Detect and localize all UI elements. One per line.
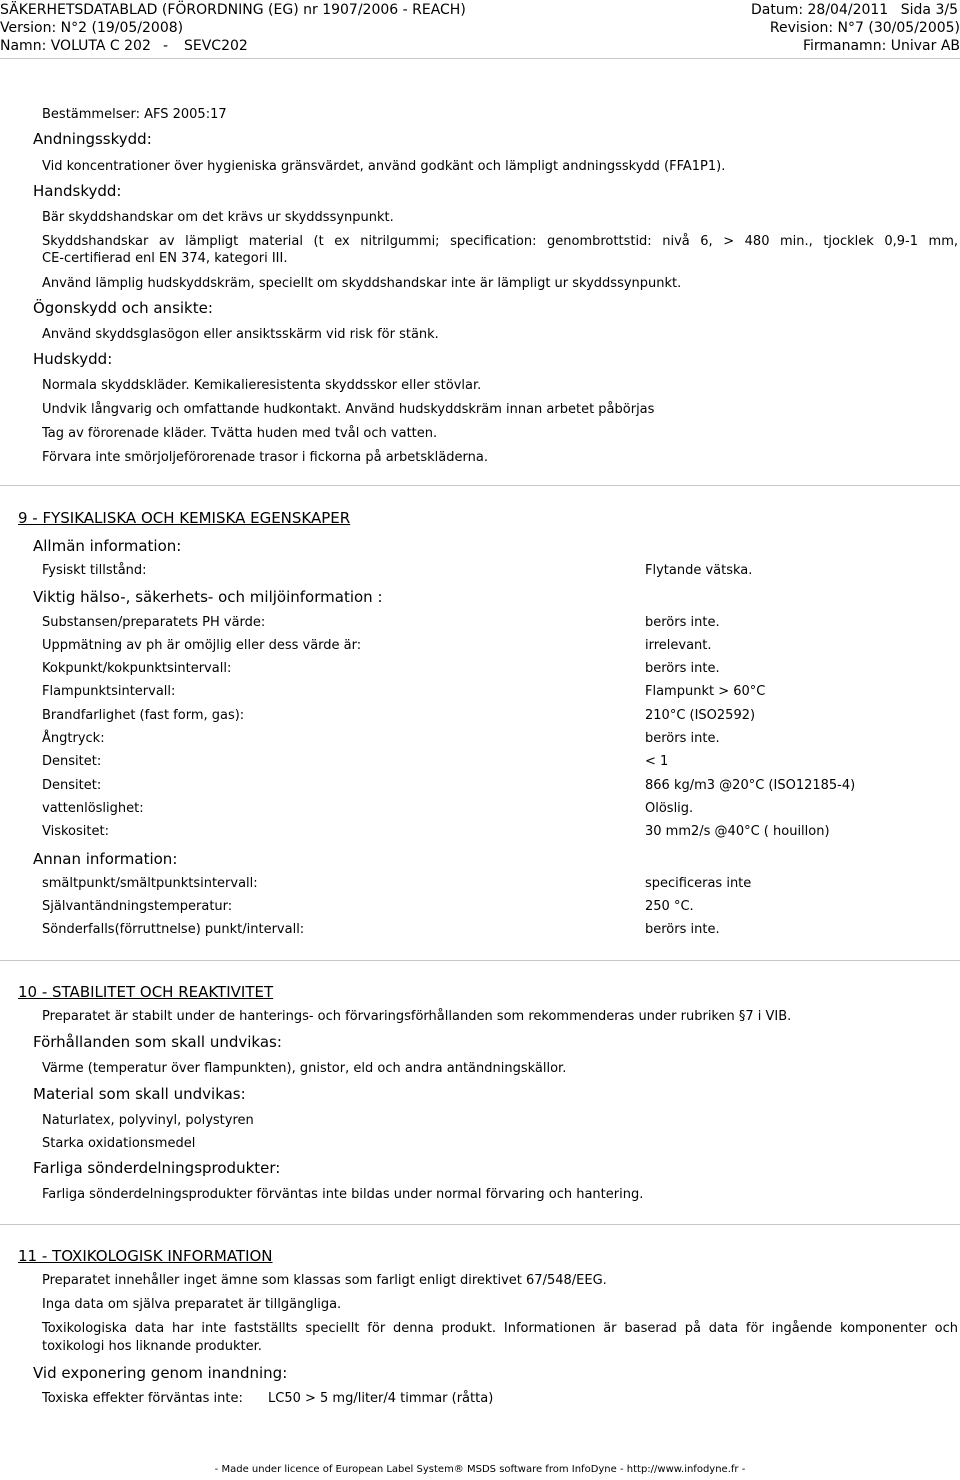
inhalation-title: Vid exponering genom inandning:: [33, 1364, 288, 1382]
property-value: irrelevant.: [645, 638, 712, 653]
property-value: 250 °C.: [645, 899, 694, 914]
property-label: Densitet:: [42, 754, 102, 769]
header-row-3: [0, 36, 960, 56]
doc-version: Version: N°2 (19/05/2008): [0, 20, 184, 36]
property-label: Viskositet:: [42, 824, 109, 839]
property-value: berörs inte.: [645, 661, 720, 676]
avoid-materials-line-1: Naturlatex, polyvinyl, polystyren: [42, 1113, 254, 1128]
decomposition-title: Farliga sönderdelningsprodukter:: [33, 1159, 281, 1177]
page-footer: - Made under licence of European Label System® MSDS software from InfoDyne - http://www.infodyne.fr -: [214, 1464, 746, 1475]
physical-state-value: Flytande vätska.: [645, 563, 753, 578]
stability-intro: Preparatet är stabilt under de hanterings- och förvaringsförhållanden som rekommenderas under rubriken §7 i VIB.: [42, 1009, 792, 1024]
general-info-title: Allmän information:: [33, 537, 182, 555]
hand-protection-line-1: Bär skyddshandskar om det krävs ur skyddssynpunkt.: [42, 210, 394, 225]
property-value: specificeras inte: [645, 876, 752, 891]
avoid-conditions-text: Värme (temperatur över flampunkten), gnistor, eld och andra antändningskällor.: [42, 1061, 567, 1076]
section-divider: [0, 485, 960, 486]
toxicology-line-2: Inga data om själva preparatet är tillgängliga.: [42, 1297, 342, 1312]
skin-protection-title: Hudskydd:: [33, 350, 113, 368]
section-divider: [0, 1224, 960, 1225]
inhalation-value: LC50 > 5 mg/liter/4 timmar (råtta): [268, 1391, 494, 1406]
property-label: smältpunkt/smältpunktsintervall:: [42, 876, 258, 891]
property-label: Självantändningstemperatur:: [42, 899, 233, 914]
property-value: berörs inte.: [645, 731, 720, 746]
property-value: 866 kg/m3 @20°C (ISO12185-4): [645, 778, 856, 793]
toxicology-line-3: Toxikologiska data har inte fastställts speciellt för denna produkt. Informationen är baserad på data för ingående komponenter och: [42, 1321, 958, 1336]
hand-protection-title: Handskydd:: [33, 182, 122, 200]
header-row-2: [0, 18, 960, 38]
property-label: vattenlöslighet:: [42, 801, 144, 816]
eye-protection-text: Använd skyddsglasögon eller ansiktsskärm vid risk för stänk.: [42, 327, 439, 342]
section-10-title: 10 - STABILITET OCH REAKTIVITET: [18, 983, 274, 1001]
decomposition-text: Farliga sönderdelningsprodukter förväntas inte bildas under normal förvaring och hantering.: [42, 1187, 644, 1202]
page-number: Sida 3/5: [900, 2, 958, 18]
hand-protection-line-2: Skyddshandskar av lämpligt material (t ex nitrilgummi; specification: genombrottstid: nivå 6, > 480 min., tjocklek 0,9-1 mm,: [42, 234, 958, 249]
document-header: [0, 0, 960, 59]
property-value: Olöslig.: [645, 801, 694, 816]
inhalation-label: Toxiska effekter förväntas inte:: [42, 1391, 243, 1406]
property-label: Flampunktsintervall:: [42, 684, 176, 699]
section-9-title: 9 - FYSIKALISKA OCH KEMISKA EGENSKAPER: [18, 509, 351, 527]
doc-revision: Revision: N°7 (30/05/2005): [769, 20, 960, 36]
section-11-title: 11 - TOXIKOLOGISK INFORMATION: [18, 1247, 273, 1265]
property-label: Ångtryck:: [42, 731, 105, 746]
product-name: Namn: VOLUTA C 202: [0, 38, 151, 54]
property-value: 30 mm2/s @40°C ( houillon): [645, 824, 830, 839]
section-divider: [0, 960, 960, 961]
property-label: Kokpunkt/kokpunktsintervall:: [42, 661, 232, 676]
skin-protection-line-1: Normala skyddskläder. Kemikalieresistenta skyddsskor eller stövlar.: [42, 378, 482, 393]
property-value: Flampunkt > 60°C: [645, 684, 766, 699]
property-value: < 1: [645, 754, 669, 769]
physical-state-label: Fysiskt tillstånd:: [42, 563, 147, 578]
header-row-1: [0, 0, 960, 20]
respiratory-text: Vid koncentrationer över hygieniska gränsvärdet, använd godkänt och lämpligt andningsskydd (FFA1P1).: [42, 159, 726, 174]
property-value: 210°C (ISO2592): [645, 708, 756, 723]
avoid-materials-line-2: Starka oxidationsmedel: [42, 1136, 196, 1151]
property-label: Brandfarlighet (fast form, gas):: [42, 708, 245, 723]
skin-protection-line-2: Undvik långvarig och omfattande hudkontakt. Använd hudskyddskräm innan arbetet påbörjas: [42, 402, 655, 417]
skin-protection-line-4: Förvara inte smörjoljeförorenade trasor i fickorna på arbetskläderna.: [42, 450, 488, 465]
product-code: SEVC202: [184, 38, 248, 54]
company-name: Firmanamn: Univar AB: [802, 38, 960, 54]
eye-protection-title: Ögonskydd och ansikte:: [33, 299, 213, 317]
property-label: Sönderfalls(förruttnelse) punkt/intervall:: [42, 922, 305, 937]
property-label: Substansen/preparatets PH värde:: [42, 615, 266, 630]
property-value: berörs inte.: [645, 922, 720, 937]
toxicology-line-3b: toxikologi hos liknande produkter.: [42, 1339, 262, 1354]
important-info-title: Viktig hälso-, säkerhets- och miljöinformation :: [33, 588, 383, 606]
toxicology-line-1: Preparatet innehåller inget ämne som klassas som farligt enligt direktivet 67/548/EEG.: [42, 1273, 607, 1288]
product-name-dash: -: [163, 38, 169, 54]
hand-protection-line-3: Använd lämplig hudskyddskräm, speciellt om skyddshandskar inte är lämpligt ur skyddssynpunkt.: [42, 276, 682, 291]
avoid-conditions-title: Förhållanden som skall undvikas:: [33, 1033, 282, 1051]
doc-date: Datum: 28/04/2011: [751, 2, 889, 18]
doc-title: SÄKERHETSDATABLAD (FÖRORDNING (EG) nr 1907/2006 - REACH): [0, 2, 466, 18]
property-value: berörs inte.: [645, 615, 720, 630]
regulations: Bestämmelser: AFS 2005:17: [42, 107, 227, 122]
hand-protection-line-2b: CE-certifierad enl EN 374, kategori III.: [42, 251, 288, 266]
other-info-title: Annan information:: [33, 850, 178, 868]
property-label: Densitet:: [42, 778, 102, 793]
respiratory-title: Andningsskydd:: [33, 130, 152, 148]
skin-protection-line-3: Tag av förorenade kläder. Tvätta huden med tvål och vatten.: [42, 426, 438, 441]
property-label: Uppmätning av ph är omöjlig eller dess värde är:: [42, 638, 362, 653]
avoid-materials-title: Material som skall undvikas:: [33, 1085, 246, 1103]
